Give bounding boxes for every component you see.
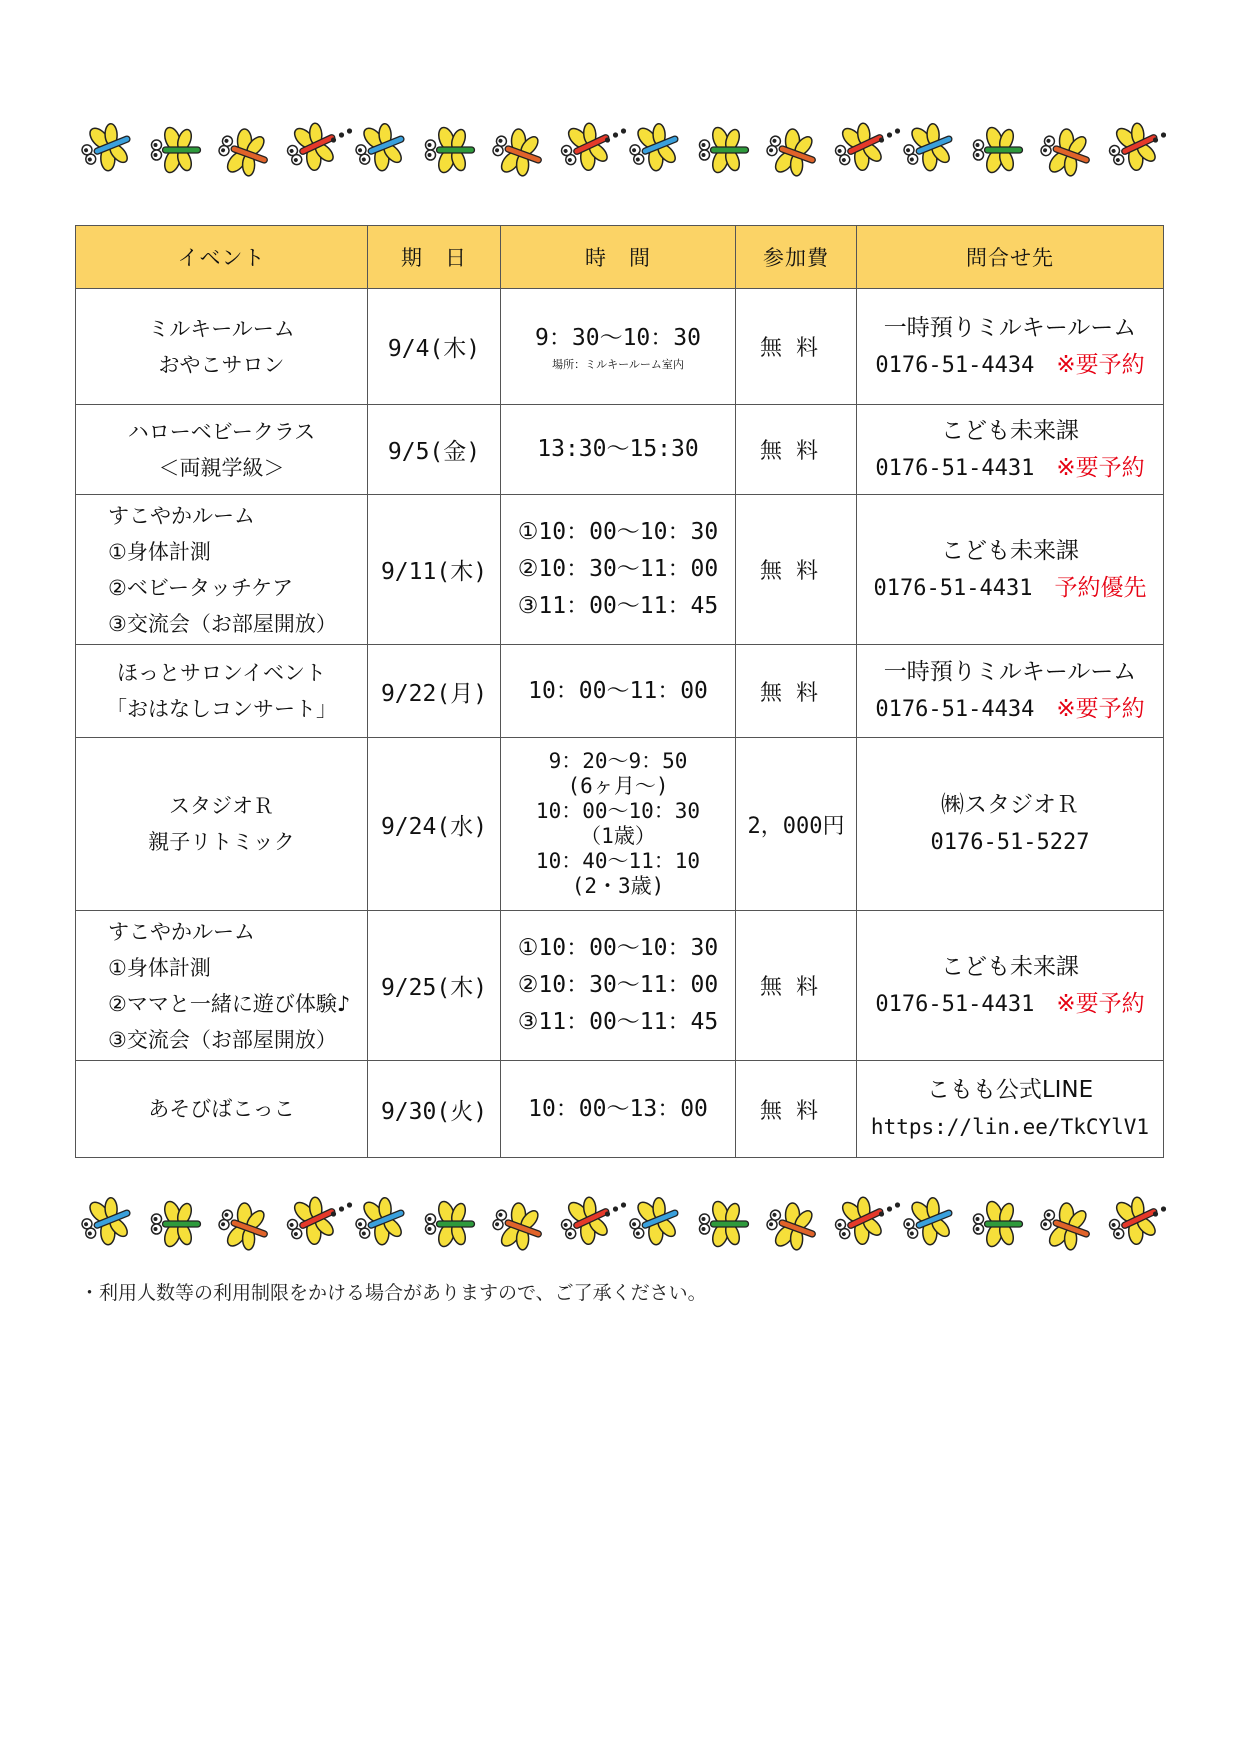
- date-cell: 9/24(水): [368, 738, 501, 911]
- contact-cell: [857, 738, 1164, 911]
- event-name-line: 「おはなしコンサート」: [106, 697, 337, 721]
- fee-cell: 無料: [736, 1061, 857, 1158]
- contact-cell: [857, 405, 1164, 495]
- dragonfly-icon: [487, 121, 550, 184]
- dragonfly-icon: [700, 125, 749, 174]
- reservation-note: 予約優先: [1054, 574, 1147, 601]
- contact-line-2: [857, 986, 1163, 1023]
- table-row: [76, 289, 1164, 405]
- dragonfly-icon: [75, 115, 139, 179]
- contact-name: ㈱スタジオＲ: [941, 792, 1079, 818]
- time-line: 10：00〜13：00: [528, 1095, 708, 1122]
- dragonfly-icon: [1102, 1188, 1166, 1253]
- event-name-cell: [76, 911, 368, 1061]
- event-name-line: ②ママと一緒に遊び体験♪: [108, 991, 351, 1016]
- event-schedule-table: [75, 225, 1164, 1158]
- time-line: ①10：00〜10：30: [517, 519, 719, 545]
- time-line: 9：30〜10：30: [535, 325, 701, 351]
- dragonfly-icon: [152, 1199, 201, 1248]
- contact-cell: [857, 495, 1164, 645]
- footnote: ・利用人数等の利用制限をかける場合がありますので、ご了承ください。: [80, 1282, 707, 1304]
- time-line: ②10：30〜11：00: [517, 556, 719, 582]
- time-cell: [501, 1061, 736, 1158]
- fee-cell: 無料: [736, 495, 857, 645]
- time-location-note: 場所：ミルキールーム室内: [552, 358, 684, 371]
- dragonfly-icon: [280, 1188, 345, 1253]
- contact-line-2: [857, 691, 1163, 728]
- dragonfly-icon: [700, 1199, 749, 1248]
- dragonfly-border-bottom: [74, 1186, 1166, 1260]
- date-cell: 9/5(金): [368, 405, 501, 495]
- time-cell: [501, 738, 736, 911]
- time-line: (6ヶ月〜): [567, 774, 669, 798]
- reservation-note: ※要予約: [1056, 351, 1145, 378]
- dragonfly-icon: [213, 1195, 276, 1258]
- contact-name: こども未来課: [941, 953, 1079, 980]
- dragonfly-icon: [897, 115, 961, 179]
- dragonfly-icon: [623, 1189, 687, 1253]
- contact-cell: [857, 289, 1164, 405]
- event-name-line: 親子リトミック: [148, 830, 295, 854]
- contact-cell: [857, 1061, 1164, 1158]
- contact-phone: 0176-51-5227: [930, 830, 1090, 855]
- time-cell: [501, 289, 736, 405]
- dragonfly-icon: [828, 114, 893, 179]
- contact-cell: [857, 645, 1164, 738]
- time-line: ②10：30〜11：00: [517, 972, 719, 998]
- dragonfly-icon: [897, 1189, 961, 1253]
- contact-line-2: [857, 824, 1163, 861]
- header-contact: 問合せ先: [857, 226, 1164, 289]
- dragonfly-icon: [554, 1188, 619, 1253]
- event-name-line: ほっとサロンイベント: [117, 661, 326, 685]
- time-line: ①10：00〜10：30: [517, 935, 719, 961]
- contact-name: こもも公式LINE: [926, 1077, 1094, 1103]
- header-time: 時 間: [501, 226, 736, 289]
- time-line: ③11：00〜11：45: [517, 593, 719, 619]
- time-line: 9：20〜9：50: [548, 749, 688, 773]
- dragonfly-icon: [426, 125, 475, 174]
- time-line: (2・3歳): [571, 874, 665, 898]
- event-name-cell: [76, 495, 368, 645]
- event-name-line: すこやかルーム: [108, 503, 255, 528]
- contact-line-2: [857, 450, 1163, 487]
- dragonfly-icon: [974, 125, 1023, 174]
- time-cell: [501, 645, 736, 738]
- dragonfly-icon: [1035, 121, 1098, 184]
- event-name-cell: [76, 289, 368, 405]
- dragonfly-icon: [280, 114, 345, 179]
- time-cell: [501, 405, 736, 495]
- fee-cell: 2，000円: [736, 738, 857, 911]
- event-name-cell: [76, 645, 368, 738]
- table-row: [76, 1061, 1164, 1158]
- time-line: 10：40〜11：10: [535, 849, 701, 873]
- fee-cell: 無料: [736, 405, 857, 495]
- dragonfly-icon: [974, 1199, 1023, 1248]
- event-name-line: ＜両親学級＞: [158, 455, 285, 480]
- dragonfly-icon: [828, 1188, 893, 1253]
- dragonfly-icon: [426, 1199, 475, 1248]
- dragonfly-icon: [152, 125, 201, 174]
- time-line: （1歳）: [580, 824, 656, 848]
- contact-phone: 0176-51-4434: [875, 697, 1035, 722]
- reservation-note: ※要予約: [1056, 454, 1145, 481]
- event-name-cell: [76, 405, 368, 495]
- time-cell: [501, 495, 736, 645]
- contact-line-2: [857, 1109, 1163, 1146]
- time-line: ③11：00〜11：45: [517, 1009, 719, 1035]
- dragonfly-icon: [1035, 1195, 1098, 1258]
- header-date: 期 日: [368, 226, 501, 289]
- dragonfly-icon: [623, 115, 687, 179]
- table-row: [76, 645, 1164, 738]
- contact-phone: 0176-51-4431: [875, 455, 1035, 481]
- header-fee: 参加費: [736, 226, 857, 289]
- dragonfly-icon: [75, 1189, 139, 1253]
- dragonfly-icon: [349, 1189, 413, 1253]
- event-name-line: ③交流会（お部屋開放）: [108, 611, 337, 636]
- dragonfly-icon: [761, 1195, 824, 1258]
- event-name-line: あそびばこっこ: [148, 1097, 295, 1121]
- date-cell: 9/25(木): [368, 911, 501, 1061]
- contact-name: こども未来課: [941, 417, 1079, 444]
- event-name-cell: [76, 738, 368, 911]
- date-cell: 9/4(木): [368, 289, 501, 405]
- contact-name: 一時預りミルキールーム: [883, 659, 1137, 685]
- dragonfly-icon: [554, 114, 619, 179]
- dragonfly-border-top: [74, 112, 1166, 186]
- contact-phone: 0176-51-4431: [875, 991, 1035, 1017]
- dragonfly-icon: [349, 115, 413, 179]
- event-name-line: ②ベビータッチケア: [108, 575, 294, 600]
- table-row: [76, 405, 1164, 495]
- time-line: 13:30〜15:30: [537, 436, 699, 462]
- header-event: イベント: [76, 226, 368, 289]
- reservation-note: ※要予約: [1056, 990, 1145, 1017]
- date-cell: 9/11(木): [368, 495, 501, 645]
- reservation-note: ※要予約: [1056, 696, 1145, 722]
- dragonfly-icon: [213, 121, 276, 184]
- dragonfly-icon: [487, 1195, 550, 1258]
- event-name-line: ①身体計測: [108, 955, 211, 980]
- contact-line-2: [857, 347, 1163, 384]
- contact-cell: [857, 911, 1164, 1061]
- event-name-line: ハローベビークラス: [127, 419, 316, 444]
- contact-phone: 0176-51-4434: [875, 352, 1035, 378]
- event-name-line: ミルキールーム: [148, 316, 295, 341]
- event-name-cell: [76, 1061, 368, 1158]
- date-cell: 9/30(火): [368, 1061, 501, 1158]
- time-cell: [501, 911, 736, 1061]
- date-cell: 9/22(月): [368, 645, 501, 738]
- time-line: 10：00〜11：00: [528, 677, 708, 704]
- contact-url: https://lin.ee/TkCYlV1: [870, 1115, 1150, 1139]
- fee-cell: 無料: [736, 289, 857, 405]
- event-name-line: すこやかルーム: [108, 919, 255, 944]
- dragonfly-icon: [1102, 114, 1166, 179]
- fee-cell: 無料: [736, 911, 857, 1061]
- fee-cell: 無料: [736, 645, 857, 738]
- contact-name: 一時預りミルキールーム: [883, 314, 1137, 341]
- contact-name: こども未来課: [941, 537, 1079, 564]
- event-name-line: おやこサロン: [158, 352, 285, 377]
- contact-line-2: [857, 570, 1163, 607]
- table-row: [76, 911, 1164, 1061]
- table-row: [76, 738, 1164, 911]
- event-name-line: ③交流会（お部屋開放）: [108, 1027, 337, 1052]
- dragonfly-icon: [761, 121, 824, 184]
- table-header-row: [76, 226, 1164, 289]
- table-row: [76, 495, 1164, 645]
- event-name-line: ①身体計測: [108, 539, 211, 564]
- time-line: 10：00〜10：30: [535, 799, 701, 823]
- event-name-line: スタジオＲ: [169, 794, 274, 818]
- contact-phone: 0176-51-4431: [873, 575, 1033, 601]
